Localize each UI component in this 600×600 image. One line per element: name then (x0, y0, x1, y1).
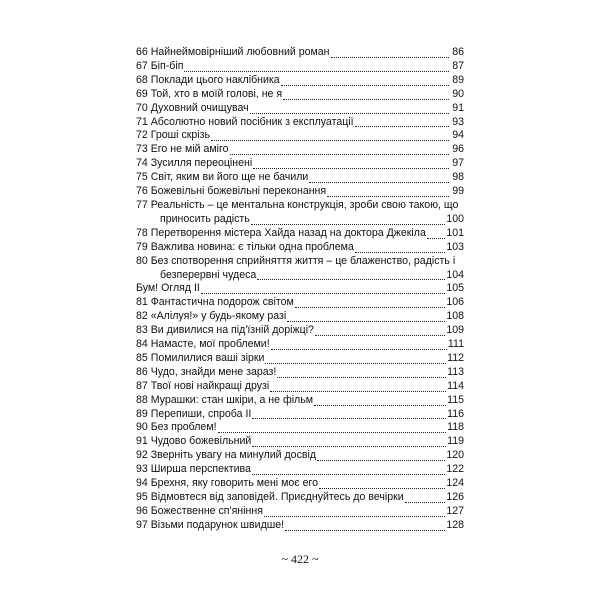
toc-entry (136, 60, 464, 74)
toc-entry-title: 85 Помилилися ваші зірки (136, 351, 265, 364)
toc-entry-page: 126 (446, 491, 464, 503)
toc-entry-page: 109 (446, 324, 464, 337)
toc-entry (136, 102, 464, 116)
toc-entry-title: 74 Зусилля переоцінені (136, 157, 253, 170)
toc-entry-page: 111 (447, 338, 464, 351)
toc-leader-dots (314, 405, 446, 406)
toc-entry (136, 185, 464, 199)
toc-leader-dots (287, 321, 445, 322)
toc-entry (136, 143, 464, 157)
toc-leader-dots (211, 140, 449, 141)
toc-entry (136, 324, 464, 338)
toc-entry-page: 114 (447, 379, 464, 392)
toc-entry (136, 116, 464, 130)
toc-entry-title: 91 Чудово божевільний (136, 435, 252, 448)
toc-leader-dots (277, 377, 446, 378)
toc-leader-dots (295, 307, 446, 308)
toc-entry (136, 449, 464, 463)
toc-entry-title: 73 Его не мій аміго (136, 143, 229, 156)
toc-entry (136, 366, 464, 380)
toc-entry-page: 99 (452, 185, 464, 198)
toc-leader-dots (285, 530, 445, 531)
toc-entry-title: 81 Фантастична подорож світом (136, 296, 294, 309)
toc-entry (136, 421, 464, 435)
toc-leader-dots (315, 335, 445, 336)
toc-entry-page: 103 (446, 240, 464, 253)
toc-entry (136, 463, 464, 477)
toc-entry-page: 115 (447, 393, 464, 406)
toc-entry-title: 82 «Алілуя!» у будь-якому разі (136, 310, 287, 323)
toc-leader-dots (264, 516, 445, 517)
toc-leader-dots (281, 85, 449, 86)
toc-entry-title: 72 Гроші скрізь (136, 129, 211, 142)
toc-entry-page: 127 (446, 504, 464, 517)
toc-entry-title: 90 Без проблем! (136, 421, 217, 434)
toc-entry-title: 76 Божевільні божевільні переконання (136, 185, 327, 198)
toc-entry (136, 408, 464, 422)
toc-entry (136, 296, 464, 310)
toc-entry (136, 227, 464, 241)
toc-entry-title: 92 Зверніть увагу на минулий досвід (136, 449, 317, 462)
toc-entry-page: 106 (446, 296, 464, 309)
toc-entry-page: 96 (452, 143, 464, 156)
toc-entry-title: 89 Перепиши, спроба ІІ (136, 407, 252, 420)
toc-leader-dots (355, 252, 446, 253)
toc-leader-dots (257, 279, 445, 280)
toc-entry-page: 122 (446, 463, 464, 476)
toc-leader-dots (427, 238, 445, 239)
toc-entry (136, 491, 464, 505)
toc-entry-page: 91 (452, 101, 464, 114)
toc-entry-title: 71 Абсолютно новий посібник з експлуатації (136, 115, 354, 128)
toc-leader-dots (251, 224, 446, 225)
toc-entry-title: 69 Той, хто в моїй голові, не я (136, 87, 283, 100)
toc-entry-page: 113 (447, 365, 464, 378)
toc-leader-dots (405, 502, 446, 503)
toc-entry-title: 84 Намасте, мої проблеми! (136, 338, 270, 351)
toc-entry-page: 112 (447, 351, 464, 364)
toc-entry-page: 108 (446, 310, 464, 323)
toc-entry-page: 124 (446, 477, 464, 490)
toc-entry-title: 93 Ширша перспектива (136, 463, 251, 476)
toc-entry-title: 83 Ви дивилися на під'їзній доріжці? (136, 324, 314, 337)
toc-leader-dots (355, 126, 449, 127)
toc-entry-title: 86 Чудо, знайди мене зараз! (136, 365, 277, 378)
toc-entry (136, 241, 464, 255)
toc-entry-page: 90 (452, 87, 464, 100)
toc-entry-page: 128 (446, 518, 464, 531)
toc-entry-title: 97 Візьми подарунок швидше! (136, 518, 285, 531)
toc-entry (136, 171, 464, 185)
toc-entry-page: 94 (452, 129, 464, 142)
toc-leader-dots (270, 391, 446, 392)
toc-leader-dots (271, 349, 447, 350)
toc-entry-title-continued: приносить радість (160, 212, 250, 225)
toc-entry-page: 105 (446, 282, 464, 295)
toc-entry-page: 116 (447, 407, 464, 420)
toc-entry (136, 338, 464, 352)
toc-entry (136, 519, 464, 533)
toc-entry (136, 255, 464, 283)
toc-entry (136, 282, 464, 296)
toc-entry-page: 100 (446, 212, 464, 225)
toc-entry-page: 97 (452, 157, 464, 170)
toc-entry-page: 86 (452, 46, 464, 58)
toc-entry-page: 98 (452, 171, 464, 184)
toc-entry-page: 87 (452, 59, 464, 72)
toc-leader-dots (309, 182, 449, 183)
toc-entry (136, 477, 464, 491)
toc-leader-dots (250, 113, 449, 114)
toc-entry-title: 75 Світ, яким ви його ще не бачили (136, 171, 309, 184)
toc-entry (136, 352, 464, 366)
toc-entry-title: 95 Відмовтеся від заповідей. Приєднуйтесь до вечірки (136, 491, 404, 503)
toc-leader-dots (331, 57, 449, 58)
toc-entry-title: Бум! Огляд ІІ (136, 282, 200, 295)
toc-entry-page: 89 (452, 73, 464, 86)
toc-leader-dots (252, 474, 445, 475)
toc-entry (136, 46, 464, 60)
toc-leader-dots (253, 168, 449, 169)
toc-leader-dots (201, 293, 445, 294)
toc-entry-page: 119 (447, 435, 464, 448)
toc-entry (136, 74, 464, 88)
toc-entry (136, 380, 464, 394)
toc-entry-title: 88 Мурашки: стан шкіри, а не фільм (136, 393, 314, 406)
toc-entry (136, 394, 464, 408)
toc-entry-title: 66 Найнеймовірніший любовний роман (136, 46, 330, 58)
toc-entry-title: 80 Без спотворення сприйняття життя – це блаженство, радість і (136, 254, 456, 267)
toc-entry (136, 505, 464, 519)
toc-entry (136, 157, 464, 171)
toc-entry-page: 104 (446, 268, 464, 281)
toc-entry-page: 118 (447, 421, 464, 434)
toc-leader-dots (252, 418, 446, 419)
toc-leader-dots (184, 71, 449, 72)
toc-entry (136, 129, 464, 143)
toc-leader-dots (230, 154, 450, 155)
toc-leader-dots (317, 460, 445, 461)
toc-entry-page: 93 (452, 115, 464, 128)
toc-entry-title: 70 Духовний очищувач (136, 101, 249, 114)
toc-entry-title: 87 Твої нові найкращі друзі (136, 379, 270, 392)
toc-entry (136, 199, 464, 227)
toc-entry-title-continued: безперервні чудеса (160, 268, 257, 281)
toc-leader-dots (283, 99, 449, 100)
toc-entry-title: 94 Брехня, яку говорить мені моє его (136, 477, 319, 490)
toc-entry-title: 77 Реальність – це ментальна конструкція, зроби свою такою, що (136, 198, 459, 211)
toc-entry-page: 120 (446, 449, 464, 462)
toc-entry (136, 310, 464, 324)
toc-leader-dots (252, 446, 446, 447)
toc-entry-page: 101 (446, 226, 464, 239)
toc-entry-title: 79 Важлива новина: є тільки одна проблема (136, 240, 354, 253)
table-of-contents (136, 46, 464, 533)
page-number: ~ 422 ~ (281, 552, 319, 566)
toc-entry-title: 96 Божественне сп'яніння (136, 504, 263, 517)
toc-entry (136, 88, 464, 102)
toc-leader-dots (265, 363, 446, 364)
toc-entry-title: 67 Біп-біп (136, 59, 184, 72)
toc-entry-title: 78 Перетворення містера Хайда назад на доктора Джекіла (136, 226, 426, 239)
toc-entry-title: 68 Поклади цього наклібника (136, 73, 280, 86)
toc-entry (136, 435, 464, 449)
toc-leader-dots (319, 488, 445, 489)
toc-leader-dots (218, 432, 447, 433)
toc-leader-dots (327, 196, 449, 197)
